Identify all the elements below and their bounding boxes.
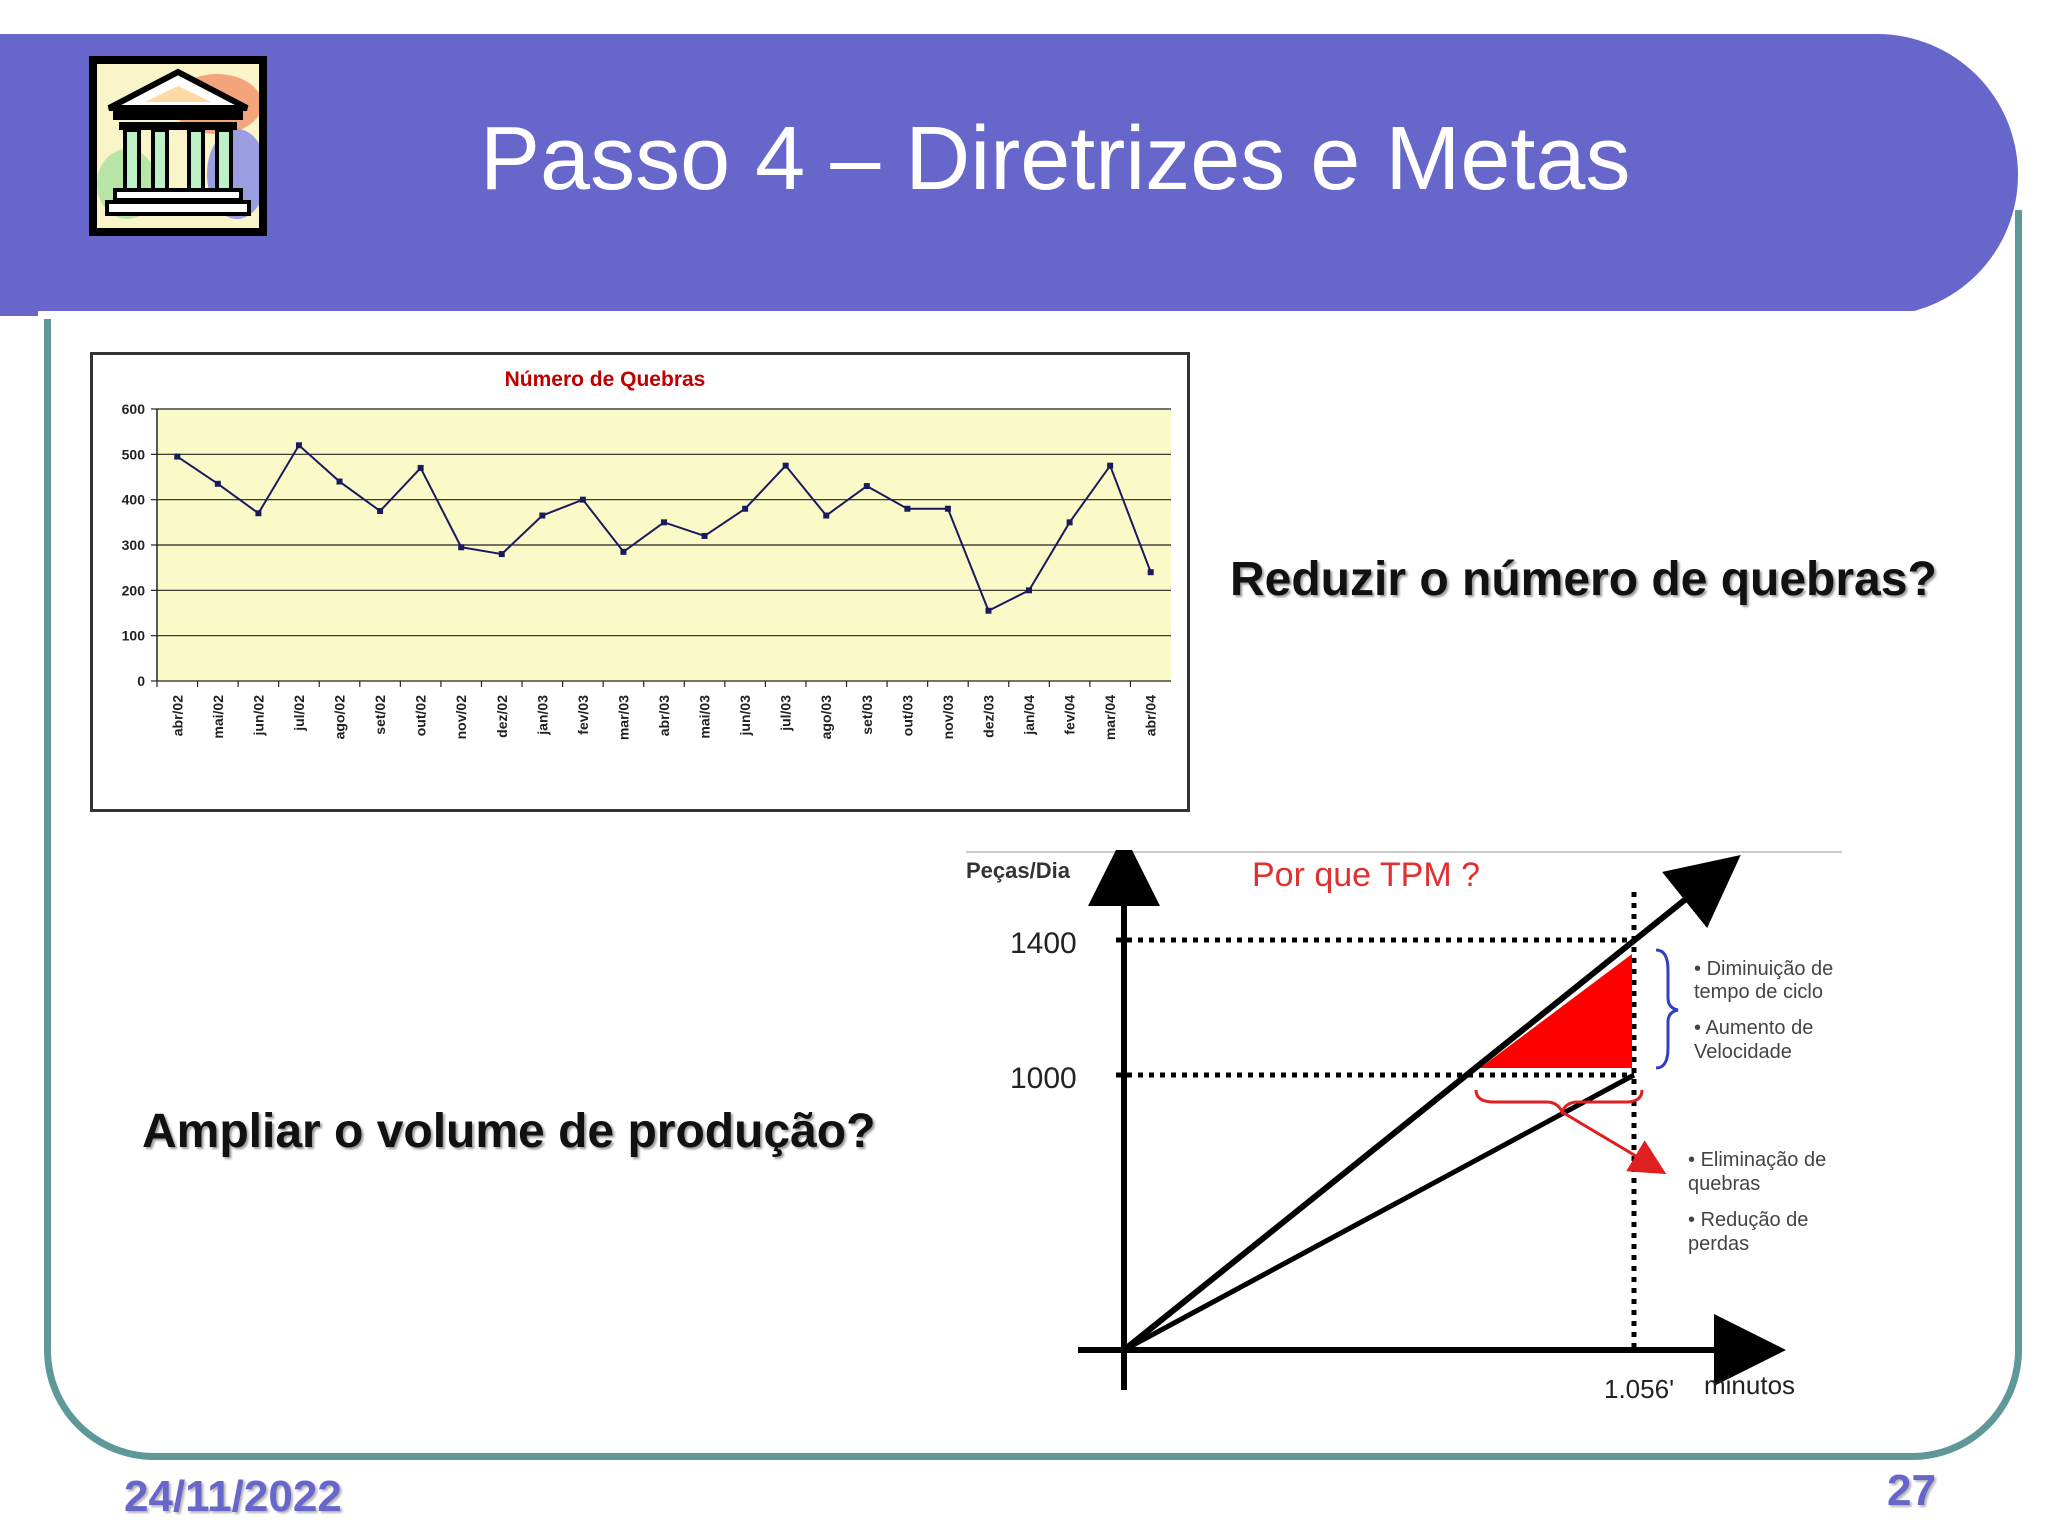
brace-top [1656, 950, 1678, 1068]
x-tick-label: mai/02 [209, 695, 226, 739]
classical-building-icon [97, 64, 259, 228]
chart-title: Número de Quebras [504, 368, 706, 391]
data-point [296, 442, 302, 448]
question-reduce-breaks: Reduzir o número de quebras? [1230, 553, 1937, 606]
x-mark-1056: 1.056' [1604, 1374, 1675, 1404]
x-tick-label: nov/02 [453, 695, 470, 740]
data-point [864, 483, 870, 489]
data-point [539, 513, 545, 519]
x-axis-label: minutos [1704, 1370, 1796, 1400]
x-tick-label: jan/04 [1021, 695, 1038, 735]
x-tick-label: mai/03 [696, 695, 713, 739]
data-point [904, 506, 910, 512]
data-point [985, 608, 991, 614]
data-point [620, 549, 626, 555]
breaks-chart-svg [93, 355, 1187, 809]
note-cycle-time-2: tempo de ciclo [1694, 981, 1823, 1003]
x-tick-label: mar/04 [1102, 694, 1119, 741]
x-tick-label: abr/02 [169, 695, 186, 737]
data-point [1107, 463, 1113, 469]
x-tick-label: out/03 [899, 695, 916, 737]
y-mark-1400: 1400 [1010, 927, 1077, 960]
data-point [945, 506, 951, 512]
banner-divider [38, 311, 1960, 319]
y-tick-label: 200 [121, 582, 145, 599]
data-point [1148, 569, 1154, 575]
x-tick-label: set/02 [372, 695, 389, 735]
data-point [661, 519, 667, 525]
y-tick-label: 600 [121, 401, 145, 417]
slide-title: Passo 4 – Diretrizes e Metas [480, 109, 1631, 209]
note-losses-2: perdas [1688, 1233, 1750, 1255]
data-point [458, 544, 464, 550]
x-tick-label: abr/03 [656, 695, 672, 737]
y-axis-label: Peças/Dia [966, 858, 1070, 883]
x-tick-label: jun/02 [250, 695, 267, 736]
data-point [255, 510, 261, 516]
y-tick-label: 400 [121, 491, 145, 508]
y-tick-label: 100 [121, 627, 145, 644]
note-speed-2: Velocidade [1694, 1041, 1792, 1063]
breaks-chart [90, 352, 1190, 812]
data-point [1026, 587, 1032, 593]
x-tick-label: mar/03 [615, 695, 632, 741]
brace-bottom [1476, 1090, 1642, 1112]
x-tick-label: ago/03 [818, 695, 835, 740]
x-tick-label: nov/03 [939, 695, 956, 740]
gain-triangle [1480, 954, 1632, 1068]
x-tick-label: jul/03 [777, 695, 794, 731]
x-tick-label: jul/02 [290, 695, 307, 731]
question-increase-volume: Ampliar o volume de produção? [142, 1105, 876, 1158]
x-tick-label: dez/02 [493, 695, 510, 738]
data-point [702, 533, 708, 539]
data-point [499, 551, 505, 557]
y-tick-label: 0 [137, 673, 145, 689]
x-tick-label: fev/04 [1061, 695, 1078, 735]
y-tick-labels [122, 401, 146, 689]
x-tick-labels [169, 695, 1158, 740]
data-point [418, 465, 424, 471]
x-tick-label: abr/04 [1142, 695, 1159, 737]
tpm-diagram [966, 850, 1842, 1410]
x-tick-label: ago/02 [331, 695, 348, 740]
y-mark-1000: 1000 [1010, 1062, 1077, 1095]
x-tick-label: jun/03 [737, 695, 754, 736]
diagram-title: Por que TPM ? [1252, 856, 1481, 894]
note-breaks: • Eliminação de [1688, 1149, 1827, 1171]
y-tick-label: 500 [121, 446, 145, 463]
data-point [174, 454, 180, 460]
data-point [215, 481, 221, 487]
data-point [337, 479, 343, 485]
data-point [742, 506, 748, 512]
note-breaks-2: quebras [1688, 1173, 1761, 1195]
logo [89, 56, 267, 236]
x-tick-label: out/02 [412, 695, 429, 737]
x-tick-label: jan/03 [534, 695, 551, 735]
page-number: 27 [1887, 1466, 1936, 1515]
note-speed: • Aumento de [1694, 1017, 1814, 1039]
note-losses: • Redução de [1688, 1209, 1809, 1231]
footer-date: 24/11/2022 [124, 1472, 342, 1521]
data-point [580, 497, 586, 503]
x-tick-label: fev/03 [574, 695, 591, 735]
x-tick-label: set/03 [858, 695, 875, 735]
data-point [1067, 519, 1073, 525]
data-point [377, 508, 383, 514]
x-tick-label: dez/03 [980, 695, 997, 738]
data-point [823, 513, 829, 519]
original-line [1124, 1075, 1634, 1350]
note-cycle-time: • Diminuição de [1694, 958, 1834, 980]
y-tick-label: 300 [121, 537, 145, 553]
data-point [783, 463, 789, 469]
red-arrow [1562, 1112, 1656, 1168]
